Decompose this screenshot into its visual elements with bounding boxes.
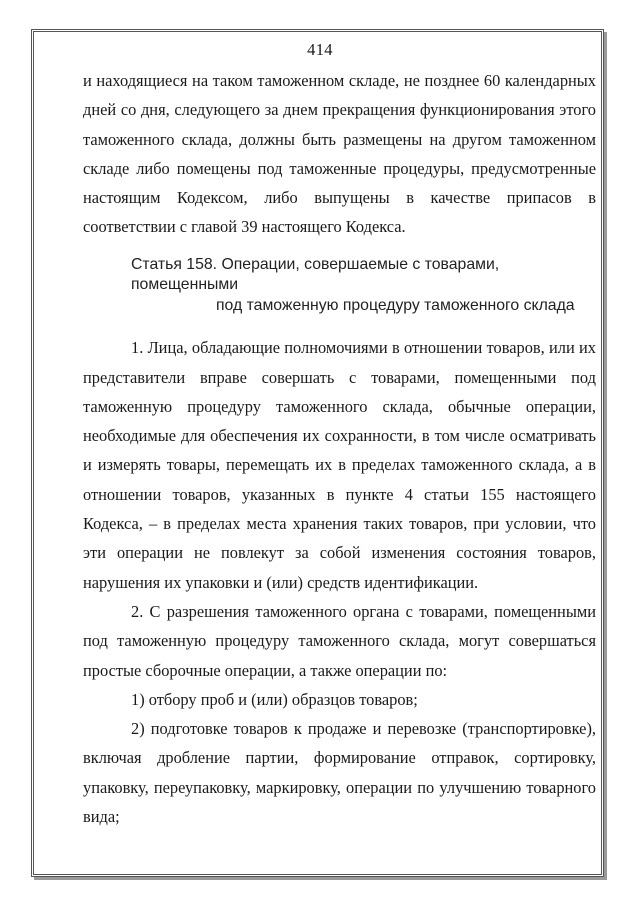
page-number: 414 [307,40,333,59]
document-body [83,66,596,831]
article-heading [83,255,596,317]
article-heading-line-2: под таможенную процедуру таможенного склада [216,296,575,314]
paragraph-1: 1. Лица, обладающие полномочиями в отношении товаров, или их представители вправе совершать с товарами, помещенными под таможенную процедуру таможенного склада, обычные операции, необходимые для обеспечения их сохранности, в том числе осматривать и измерять товары, перемещать их в пределах таможенного склада, а в отношении товаров, указанных в пункте 4 статьи 155 настоящего Кодекса, – в пределах места хранения таких товаров, при условии, что эти операции не повлекут за собой изменения состояния товаров, нарушения их упаковки и (или) средств идентификации. [83,338,596,592]
list-item-2: 2) подготовке товаров к продаже и перевозке (транспортировке), включая дробление партии, формирование отправок, сортировку, упаковку, переупаковку, маркировку, операции по улучшению товарного вида; [83,719,596,827]
paragraph-2: 2. С разрешения таможенного органа с товарами, помещенными под таможенную процедуру таможенного склада, могут совершаться простые сборочные операции, а также операции по: [83,601,596,680]
continuation-paragraph: и находящиеся на таком таможенном складе, не позднее 60 календарных дней со дня, следующего за днем прекращения функционирования этого таможенного склада, должны быть размещены на другом таможенном складе либо помещены под таможенные процедуры, предусмотренные настоящим Кодексом, либо выпущены в качестве припасов в соответствии с главой 39 настоящего Кодекса. [83,71,596,237]
article-heading-line-1: Статья 158. Операции, совершаемые с товарами, помещенными [131,255,500,294]
list-item-1: 1) отбору проб и (или) образцов товаров; [131,689,418,709]
